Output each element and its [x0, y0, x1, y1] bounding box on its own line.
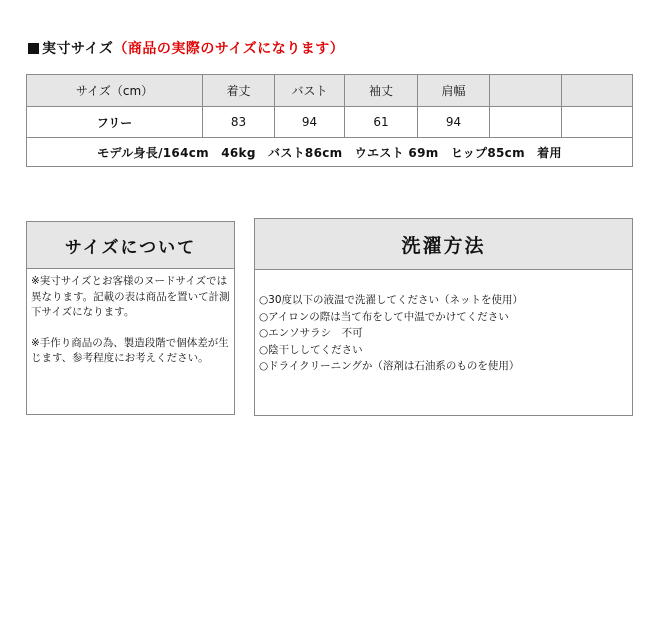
header-cell-sleeve: 袖丈	[345, 75, 418, 107]
header-cell-shoulder: 肩幅	[418, 75, 490, 107]
row-cell-length: 83	[203, 107, 275, 138]
size-notes-title: サイズについて	[27, 222, 234, 269]
model-info: モデル身長/164cm 46kg バスト86cm ウエスト 69m ヒップ85cm 着用	[27, 138, 633, 167]
washing-item: ○陰干ししてください	[259, 343, 363, 356]
header-cell-size: サイズ（cm）	[27, 75, 203, 107]
row-cell-shoulder: 94	[418, 107, 490, 138]
washing-item: ○エンソサラシ 不可	[259, 327, 363, 339]
size-note: ※実寸サイズとお客様のヌードサイズでは異なります。記載の表は商品を置いて計測下サイズになります。	[31, 275, 230, 318]
size-table	[26, 74, 633, 167]
washing-box	[254, 218, 633, 416]
washing-body	[255, 270, 632, 375]
heading-note: （商品の実際のサイズになります）	[113, 41, 345, 57]
washing-title: 洗濯方法	[255, 219, 632, 270]
section-heading	[28, 38, 344, 58]
heading-text: 実寸サイズ	[42, 41, 114, 57]
header-cell-length: 着丈	[203, 75, 275, 107]
washing-item: ○アイロンの際は当て布をして中温でかけてください	[259, 310, 509, 323]
header-cell-empty	[490, 75, 562, 107]
size-table-row	[27, 107, 633, 138]
size-notes-box	[26, 221, 235, 415]
size-note: ※手作り商品の為、製造段階で個体差が生じます、参考程度にお考えください。	[31, 336, 229, 364]
size-notes-body	[27, 269, 234, 367]
row-cell-size: フリー	[27, 107, 203, 138]
row-cell-empty	[490, 107, 562, 138]
row-cell-bust: 94	[275, 107, 345, 138]
black-square-icon	[28, 43, 39, 54]
model-info-row	[27, 138, 633, 167]
header-cell-empty	[562, 75, 633, 107]
header-cell-bust: バスト	[275, 75, 345, 107]
row-cell-empty	[562, 107, 633, 138]
washing-item: ○ドライクリーニングか（溶剤は石油系のものを使用）	[259, 360, 520, 372]
size-table-header-row	[27, 75, 633, 107]
washing-item: ○30度以下の液温で洗濯してください（ネットを使用）	[259, 294, 524, 306]
row-cell-sleeve: 61	[345, 107, 418, 138]
